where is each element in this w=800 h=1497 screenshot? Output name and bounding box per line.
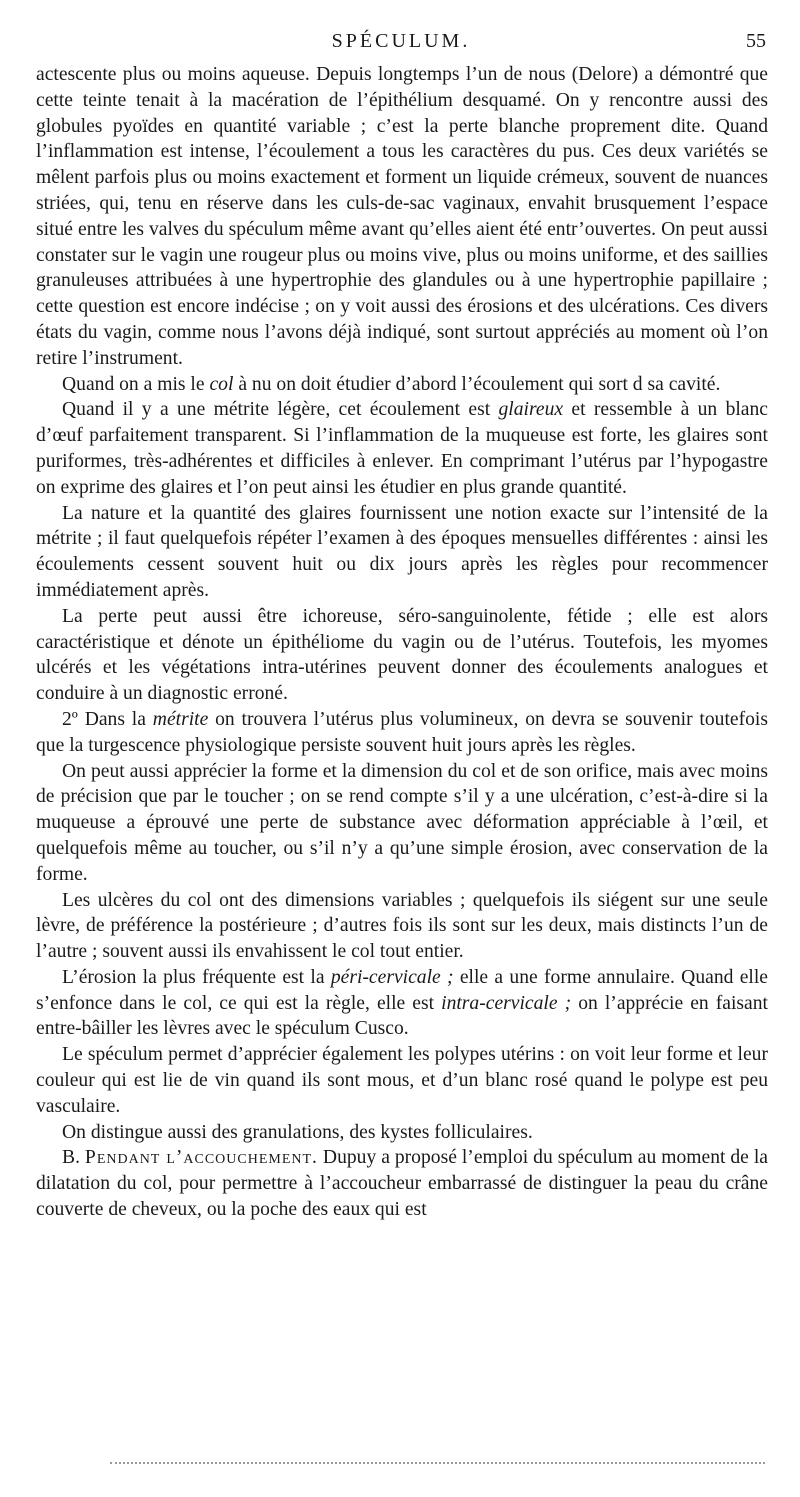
page-number: 55 xyxy=(746,30,766,52)
italic-text: glaireux xyxy=(498,399,564,421)
smallcaps-heading: Pendant l’accouchement. xyxy=(84,1147,318,1169)
text-run: On distingue aussi des granulations, des kystes folliculaires. xyxy=(62,1121,533,1143)
text-run: Les ulcères du col ont des dimensions variables ; quelquefois ils siégent sur une seule lèvre, de préférence la postérieure ; d’autres fois ils sont sur les deux, mais distincts l’un de l’autre ; souvent aussi ils envahissent le col tout entier. xyxy=(36,889,768,963)
paragraph xyxy=(36,1042,768,1119)
text-run: B. xyxy=(62,1147,85,1169)
text-run: actescente plus ou moins aqueuse. Depuis longtemps l’un de nous (Delore) a démontré que cette teinte tenait à la macération de l’épithélium desquamé. On y rencontre aussi des globules pyoïdes en quantité variable ; c’est la perte blanche proprement dite. Quand l’inflammation est intense, l’écoulement a tous les caractères du pus. Ces deux variétés se mêlent parfois plus ou moins exactement et forment un liquide crémeux, souvent de nuances striées, qui, tenu en réserve dans les culs-de-sac vaginaux, envahit brusquement l’espace situé entre les valves du spéculum même avant qu’elles aient été entr’ouvertes. On peut aussi constater sur le vagin une rougeur plus ou moins vive, plus ou moins uniforme, et des saillies granuleuses attribuées à une hypertrophie des glandules ou à une hypertrophie papillaire ; cette question est encore indécise ; on y voit aussi des érosions et des ulcérations. Ces divers états du vagin, comme nous l’avons déjà indiqué, sont surtout appréciés au moment où l’on retire l’instrument. xyxy=(36,64,768,369)
body-text xyxy=(36,62,768,1223)
italic-text: col xyxy=(209,373,234,395)
text-run: Quand il y a une métrite légère, cet écoulement est xyxy=(62,399,499,421)
text-run: 2º Dans la xyxy=(62,708,153,730)
text-run: On peut aussi apprécier la forme et la dimension du col et de son orifice, mais avec moins de précision que par le toucher ; on se rend compte s’il y a une ulcération, c’est-à-dire si la muqueuse a éprouvé une perte de substance avec déformation appréciable à l’œil, et quelquefois même au toucher, ou s’il n’y a qu’une simple érosion, avec conservation de la forme. xyxy=(36,760,768,885)
italic-text: intra-cervicale ; xyxy=(441,992,572,1014)
paragraph xyxy=(36,965,768,1042)
text-run: on l’apprécie en faisant entre-bâiller les lèvres avec le spéculum Cusco. xyxy=(36,992,768,1040)
paragraph xyxy=(36,1145,768,1222)
text-run: et ressemble à un blanc d’œuf parfaitement transparent. Si l’inflammation de la muqueuse est forte, les glaires sont puriformes, très-adhérentes et difficiles à enlever. En comprimant l’utérus par l’hypogastre on exprime des glaires et l’on peut ainsi les étudier en plus grande quantité. xyxy=(36,399,769,498)
text-run: on trouvera l’utérus plus volumineux, on devra se souvenir toutefois que la turgescence physiologique persiste souvent huit jours après les règles. xyxy=(36,708,768,756)
text-run: La nature et la quantité des glaires fournissent une notion exacte sur l’intensité de la métrite ; il faut quelquefois répéter l’examen à des époques mensuelles différentes : ainsi les écoulements cessent souvent huit ou dix jours après les règles pour recommencer immédiatement après. xyxy=(36,502,768,601)
paragraph xyxy=(36,759,768,888)
running-title: SPÉCULUM. xyxy=(331,30,471,52)
italic-text: péri-cervicale ; xyxy=(330,966,454,988)
text-run: à nu on doit étudier d’abord l’écoulement qui sort d sa cavité. xyxy=(233,373,721,395)
text-run: elle a une forme annulaire. Quand elle s’enfonce dans le col, ce qui est la règle, elle est xyxy=(36,966,768,1014)
paragraph xyxy=(36,888,768,965)
text-run: Dupuy a proposé l’emploi du spéculum au moment de la dilatation du col, pour permettre à l’accoucheur embarrassé de distinguer la peau du crâne couverte de cheveux, ou la poche des eaux qui est xyxy=(36,1147,768,1221)
paragraph xyxy=(36,501,768,604)
text-run: Quand on a mis le xyxy=(62,373,210,395)
paragraph xyxy=(36,1120,768,1146)
text-run: Le spéculum permet d’apprécier également les polypes utérins : on voit leur forme et leur couleur qui est lie de vin quand ils sont mous, et d’un blanc rosé quand le polype est peu vasculaire. xyxy=(36,1044,768,1117)
footer-dotted-rule xyxy=(110,1462,765,1464)
page-header xyxy=(36,30,766,60)
text-run: L’érosion la plus fréquente est la xyxy=(62,966,331,988)
paragraph xyxy=(36,397,768,500)
paragraph xyxy=(36,62,768,372)
italic-text: métrite xyxy=(152,708,209,730)
paragraph xyxy=(36,372,768,398)
text-run: La perte peut aussi être ichoreuse, séro-sanguinolente, fétide ; elle est alors caractéristique et dénote un épithéliome du vagin ou de l’utérus. Toutefois, les myomes ulcérés et les végétations intra-utérines peuvent donner des écoulements analogues et conduire à un diagnostic erroné. xyxy=(36,605,768,705)
paragraph xyxy=(36,604,768,707)
paragraph xyxy=(36,707,768,759)
